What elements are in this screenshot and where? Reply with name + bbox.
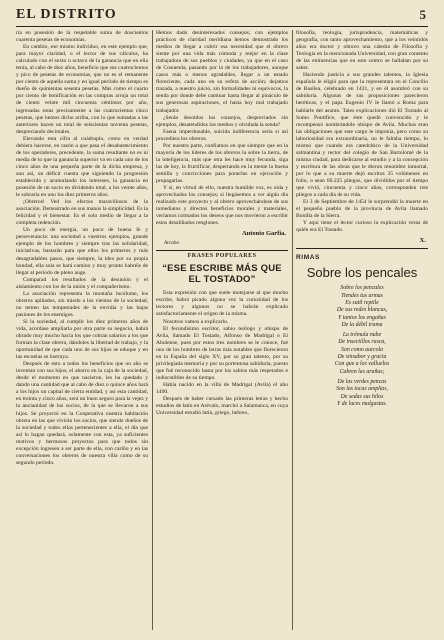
poem bbox=[296, 285, 428, 408]
paragraph: Haciendo justicia a sus grandes talentos, la Iglesia española le eligió para que la representara en el Concilio de Basilea, celebrado en 1431, y en él asombró con su sabiduría. Algunas de sus proposiciones parecieron heréticas, y el papa Eugenio IV le llamó a Roma para hablarle del asunto. Tales explicaciones dió El Tostado al Sumo Pontífice, que éste quedó convencido y le recompensó nombrándole obispo de Avila. Muchas eran las obligaciones que este cargo le imponía, pero como su laboriosidad era extraordinaria, no le faltaba tiempo, lo mismo que cuando era catedrático de la Universidad salmantina y rector del colegio de San Bartolomé de la misma ciudad, para dedicarse al estudio y a la concepción y escritura de las obras que le dieron renombre inmortal, por lo que a su muerte dejó escritos 35 volúmenes en folio, o sean 60.225 pliegos, que divididos por el tiempo que vivió, cincuenta y cinco años, corresponden tres pliegos a cada día de su vida. bbox=[296, 72, 428, 199]
poem-line: Y de luces malgastas. bbox=[337, 400, 387, 407]
paragraph: Después de haber cursado las primeras letras y hecho estudios de latín en Arévalo, marchó a Salamanca, en cuya Universidad estudió latín, griego, hebreo, bbox=[156, 396, 288, 417]
paragraph: Nosotros vamos a explicarlo. bbox=[163, 318, 229, 325]
poem-line: Son como aurcola bbox=[341, 346, 383, 353]
poem-line: Y tantos los engañas bbox=[338, 314, 386, 321]
poem-line: La trémula nube bbox=[342, 332, 382, 339]
paragraph: ría en posesión de la respetable suma de doscientos cuarenta pesetas de economías. bbox=[16, 30, 148, 44]
poem-line: De insectillos rasca, bbox=[338, 339, 386, 346]
column-divider bbox=[292, 30, 293, 630]
poem-line: Cubren las arañas; bbox=[339, 368, 385, 375]
poem-line: Con que a los valluelos bbox=[334, 361, 390, 368]
paragraph: Si la sociedad, al cumplir los diez primeros años de vida, acordase ampliarla por otra parte su negocio, habrá obrado muy mucho hacia los que cobran salarios a los que forman la clase obrera, dándoles la libertad de trabajo, y la oportunidad de que cada uno de sus hijos se eduque y en las escuelas se instruya. bbox=[16, 318, 148, 361]
article-headline: “ESE ESCRIBE MÁS QUE EL TOSTADO” bbox=[162, 263, 282, 286]
paragraph: Había nacido en la villa de Madrigal (Avila) el año 1400. bbox=[156, 381, 288, 395]
paragraph: El 3 de Septiembre de 1454 le sorprendió la muerte en el pequeño pueblo de la provincia de Avila llamado Bonilla de la Sierra. bbox=[296, 199, 428, 220]
paragraph: Elevando esta cifra al cuádruplo, como en verdad debiera hacerse, en razón a que pasa el desabastecimiento de los operadores, precedente, la suma resultante no es ni media de lo que la ganancia superior va en cada uno de los cinco años de una pequeña parte de la dicha empresa, y aun así, un déficit cuenta que siguiendo la progresión establecida y acumulando los intereses, la ganancia en posesión de un socio en dividendo total, a los veinte años, le sobraría en uno los diez primeros años. bbox=[16, 135, 148, 199]
paragraph: Por nuestra parte, confiamos en que siempre que en la mayoría de los líderes de los obreros la sobre la tierra, de la inteligencia, más que otra les hace muy fecunda, siga las de hoy, la fructificar, despertando en la mente la buena semilla y convicciones para ponerlas en ejecución y propagarlas. bbox=[156, 142, 288, 184]
column-3 bbox=[296, 30, 428, 632]
paragraph: ¡Obreros! Ved los efectos maravillosos de la asociación. Demostrado en sus manos la simplicidad. Es la felicidad y el bienestar. Es el solo medio de llegar a la completa redención. bbox=[16, 199, 148, 227]
poem-line: Tiendes tus armas bbox=[341, 292, 383, 299]
dateline-place: Arcabe. bbox=[164, 240, 181, 247]
paragraph: Un poco de energía, un poco de buena fe y perseverancia: una sociedad a vuestros ejemplos, grande ejemplo de los hombres y siempre tras las solidaridad, iniciativas, bastarán para que ellos los primeros y más desagradables pasos, que siempre, la idea por su propia bondad, ella sola se hará camino y muy pronto habréis de llegar al período de pleno auge. bbox=[16, 227, 148, 276]
section-rule bbox=[156, 250, 288, 251]
paragraph: ¿Serán desoídos los consejos, despreciados sin ejemplos, desatendidos los medios y olvidada la senda? bbox=[156, 114, 288, 128]
paragraph: Hemos dado desinteresados consejos; con ejemplos prácticos de claridad meridiana hemos demostrado los medios de llegar a cubrir esa necesidad que el obrero siente por una vida más cómoda y mejor en la clase trabajadora de sus pueblos y ciudades, ya que en el caso de Cosuenda, pasando por la de los trabajadores, aunque casos más o menos agradables, llegar a un estado floreciente, cada uno en su esfera de acción; dejamos trazada, a nuestro juicio, sin formalidades ni equívocos, la senda por donde debe caminar hasta llegar al pináculo de sus generosas aspiraciones, el hasta hoy mal trabajado trabajador. bbox=[156, 30, 288, 114]
author-signature: Antonio Garfia. bbox=[241, 230, 286, 238]
poem-line: De sedas sus hilos bbox=[340, 393, 384, 400]
column-divider bbox=[152, 30, 153, 630]
paragraph: El fecundísimo escritor, sabio teólogo y obispo de Avila, llamado El Tostado, Alfonso de Madrigal o El Abulense, pues por estos tres nombres se le conoce, fué uno de los hombres de letras más notables que florecieron en la España del siglo XV, por su gran talento, por su privilegiada memoria y por su portentosa sabiduría, puesto que fué reconocido hasta por los sabios más respetados e indiscutibles de su tiempo. bbox=[156, 325, 288, 381]
paragraph: En cambio, ese mismo individuo, en este ejemplo que, para mayor claridad, o el lector de sus cálculos, ha calculado con el sexto u octavo de la ganancia que en ella tenía, al cabo de diez años, beneficio que sus cuatrocientos y pico de pesetas de economías, que no es el remanente por ciento de aquella suma y en igual período de tiempo es dueño de quinientas sesenta pesetas. Más como el cuarto por ciento de bonificación en las compras arroja un total de ciento veinte mil cincuenta céntimos por año, ingresadas estas precisamente a las cuatrocientas cinco pesetas, que hemos dicho arriba, con lo que sumadas a las anteriores hacen un total de seiscientas noventa pesetas, despreciando decimales. bbox=[16, 44, 148, 135]
poem-line: De sus redes blancas, bbox=[336, 307, 388, 314]
section-label: RIMAS bbox=[296, 254, 320, 262]
poem-title: Sobre los pencales bbox=[306, 265, 418, 281]
section-rule bbox=[296, 248, 428, 249]
paragraph: La asociación representa la montaña incólume, los obreros apiñados, sin miedo a los vientos de la sociedad, no temen las tempestades de la envidia y las bajas pasiones de los enemigos. bbox=[16, 290, 148, 318]
newspaper-title: EL DISTRITO bbox=[16, 7, 117, 22]
poem-line: Es sutil reptile bbox=[345, 299, 379, 306]
section-label: FRASES POPULARES bbox=[187, 253, 257, 260]
column-1 bbox=[16, 30, 148, 632]
paragraph: Faena imperdonable, suicida indiferencia sería si así procediera los obreros. bbox=[156, 128, 288, 142]
poem-line: De la débil trama bbox=[341, 321, 383, 328]
page-number: 5 bbox=[419, 7, 426, 22]
masthead bbox=[16, 6, 428, 27]
poem-line: Son las tocas amplias, bbox=[336, 386, 388, 393]
poem-line: Sobre los pencales bbox=[340, 285, 384, 292]
paragraph: Esta expresión con que suele motejarse al que mucho escribe, habrá picado alguna vez la curiosidad de los lectores y algunos no se habrán explicado satisfactoriamente el origen de la misma. bbox=[156, 290, 288, 318]
paragraph: Comparad los resultados de la desunión y el aislamiento con los de la unión y el compañerismo. bbox=[16, 276, 148, 290]
paragraph: Y aquí tiene el lector curioso la explicación veraz de quién era El Tostado. bbox=[296, 220, 428, 234]
poem-line: De las verdes pencas bbox=[337, 378, 387, 385]
paragraph: Después de esto a todos los beneficios que un año se inventan con sus hijos, el ahorro en la caja de la sociedad, desde el momento en que nacieron, les ha quedado y dando una cantidad que al cabo de diez o quince años hará a los hijos un capital de cierta entidad, y así esta cantidad, en treinta y cinco años, será un buen seguro para la vejez y la ancianidad de los socios, de la que se llevaron a sus hijos. Se proyectó en la Cooperativa nuestra habitación obrera en las que vivirán los socios, que siendo dueños de la sociedad y todos ellos pertenecientes a ella, el día que así lo hagan quedará, solamente con esta, ya suficientes motivos y hermosos proyectos para que todos sin excepción ingresen a ser parte de ella, con cariño y en las conversaciones los obreros de nuestra villa como de su segundo período. bbox=[16, 361, 148, 466]
author-signature: X. bbox=[419, 237, 426, 245]
column-2 bbox=[156, 30, 288, 632]
poem-line: De sinsabor y gracia bbox=[337, 354, 387, 361]
paragraph: filosofía, teología, jurisprudencia, matemáticas y geografía, con tanto aprovechamiento, que a los veintidós años era doctor y obtuvo una cátedra de Filosofía y Teología en la mencionada Universidad, con gran contento de las eminencias que en este centro se hallaban por su saber. bbox=[296, 30, 428, 72]
paragraph: Y si, en virtud de ello, nuestra humilde voz, es oída y aprovechados los consejos; si llegásemos a ver algún día realizado este proyecto y al obrero aprovechándose de sus inmediatos y directos beneficios morales y materiales, veríamos colmados los deseos que nos movieron a escribir estos desaliñados renglones. bbox=[156, 185, 288, 227]
